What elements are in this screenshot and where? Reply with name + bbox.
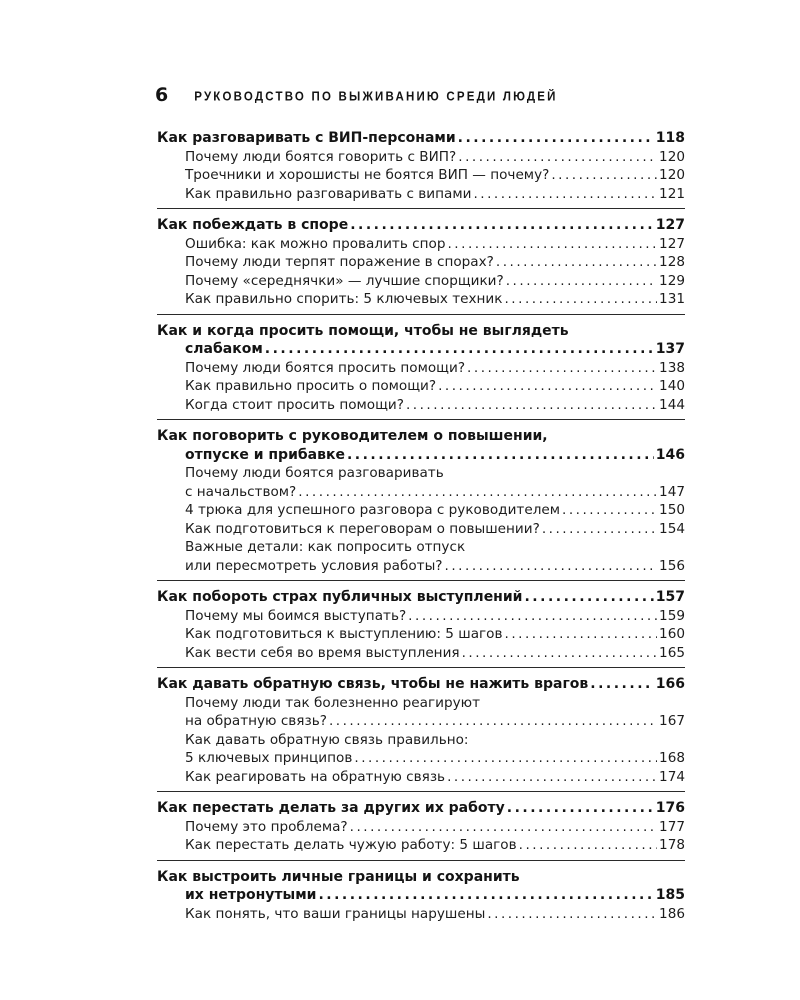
chapter-title: отпуске и прибавке (185, 446, 345, 463)
subsection-page-number: 177 (659, 818, 685, 835)
subsection-entry[interactable] (157, 520, 685, 539)
subsection-entry[interactable] (157, 557, 685, 576)
subsection-title: Когда стоит просить помощи? (185, 396, 404, 413)
subsection-page-number: 140 (659, 378, 685, 394)
chapter-entry[interactable] (157, 446, 685, 465)
subsection-title: Как понять, что ваши границы нарушены (185, 905, 486, 922)
subsection-entry[interactable] (157, 749, 685, 768)
subsection-title: Почему мы боимся выступать? (185, 607, 407, 624)
subsection-page-number: 128 (659, 254, 685, 270)
dot-leader (329, 712, 657, 731)
dot-leader (487, 905, 657, 924)
chapter-title-line: Как выстроить личные границы и сохранить (157, 868, 520, 885)
toc-section (157, 867, 685, 929)
chapter-entry[interactable] (157, 588, 685, 607)
chapter-title: Как побороть страх публичных выступлений (157, 589, 523, 605)
dot-leader (318, 886, 653, 905)
subsection-page-number: 121 (659, 185, 685, 202)
subsection-entry[interactable] (157, 235, 685, 254)
dot-leader (350, 818, 657, 837)
running-title: РУКОВОДСТВО ПО ВЫЖИВАНИЮ СРЕДИ ЛЮДЕЙ (194, 90, 558, 104)
subsection-page-number: 150 (659, 502, 685, 518)
subsection-entry[interactable] (157, 712, 685, 731)
chapter-entry[interactable] (157, 340, 685, 359)
toc-section (157, 426, 685, 581)
chapter-page-number: 166 (655, 676, 685, 692)
subsection-page-number: 174 (659, 768, 685, 785)
subsection-entry[interactable] (157, 768, 685, 787)
dot-leader (507, 799, 654, 818)
subsection-title: Как подготовиться к переговорам о повышении? (185, 520, 540, 537)
toc-section (157, 587, 685, 668)
dot-leader (350, 216, 654, 235)
chapter-entry[interactable] (157, 129, 685, 148)
subsection-entry[interactable] (157, 148, 685, 167)
subsection-title-line: Почему люди боятся разговаривать (185, 465, 444, 481)
subsection-title: Почему люди боятся говорить с ВИП? (185, 148, 457, 165)
subsection-entry[interactable] (157, 377, 685, 396)
chapter-title: Как перестать делать за других их работу (157, 800, 505, 816)
subsection-title: 5 ключевых принципов (185, 750, 353, 766)
dot-leader (590, 675, 653, 694)
dot-leader (462, 644, 657, 663)
chapter-entry[interactable] (157, 799, 685, 818)
subsection-entry[interactable] (157, 396, 685, 415)
chapter-entry[interactable] (157, 886, 685, 905)
toc-section (157, 215, 685, 315)
toc-section (157, 321, 685, 421)
subsection-title: Почему люди боятся просить помощи? (185, 359, 466, 376)
subsection-title: Как реагировать на обратную связь (185, 768, 446, 785)
subsection-title: Почему это проблема? (185, 818, 348, 835)
subsection-entry[interactable] (157, 290, 685, 309)
dot-leader (447, 235, 657, 254)
subsection-title: Как правильно спорить: 5 ключевых техник (185, 291, 503, 307)
chapter-title-line: Как и когда просить помощи, чтобы не выглядеть (157, 322, 569, 339)
subsection-entry[interactable] (157, 272, 685, 291)
subsection-page-number: 129 (659, 272, 685, 289)
dot-leader (519, 836, 657, 855)
dot-leader (354, 749, 657, 768)
subsection-entry[interactable] (157, 483, 685, 502)
subsection-title: Ошибка: как можно провалить спор (185, 235, 446, 252)
subsection-title: Как правильно разговаривать с випами (185, 185, 472, 202)
dot-leader (347, 446, 654, 465)
page-header (155, 84, 558, 106)
chapter-page-number: 176 (655, 800, 685, 816)
dot-leader (524, 588, 653, 607)
dot-leader (445, 557, 658, 576)
subsection-title: Почему люди терпят поражение в спорах? (185, 254, 494, 270)
subsection-title-line: Важные детали: как попросить отпуск (185, 539, 466, 555)
toc-section (157, 674, 685, 792)
chapter-title: слабаком (185, 341, 263, 357)
subsection-title: Почему «середнячки» — лучшие спорщики? (185, 272, 504, 289)
subsection-title: Троечники и хорошисты не боятся ВИП — почему? (185, 167, 550, 183)
subsection-page-number: 160 (659, 626, 685, 642)
dot-leader (406, 396, 657, 415)
subsection-entry[interactable] (157, 836, 685, 855)
subsection-page-number: 168 (659, 750, 685, 766)
subsection-page-number: 167 (659, 713, 685, 729)
subsection-entry[interactable] (157, 625, 685, 644)
chapter-title: их нетронутыми (185, 887, 317, 903)
subsection-page-number: 138 (659, 359, 685, 376)
chapter-entry[interactable] (157, 675, 685, 694)
subsection-title: с начальством? (185, 483, 297, 500)
subsection-title: Как вести себя во время выступления (185, 644, 460, 661)
subsection-entry[interactable] (157, 166, 685, 185)
subsection-page-number: 144 (659, 396, 685, 413)
subsection-title: Как подготовиться к выступлению: 5 шагов (185, 626, 503, 642)
subsection-entry[interactable] (157, 185, 685, 204)
chapter-page-number: 137 (655, 341, 685, 357)
chapter-page-number: 118 (655, 130, 685, 146)
dot-leader (458, 148, 657, 167)
dot-leader (562, 501, 657, 520)
subsection-title: на обратную связь? (185, 713, 327, 729)
subsection-page-number: 120 (659, 148, 685, 165)
subsection-title-line: Почему люди так болезненно реагируют (185, 694, 481, 711)
dot-leader (408, 607, 657, 626)
subsection-title: Как правильно просить о помощи? (185, 378, 437, 394)
subsection-page-number: 147 (659, 483, 685, 500)
table-of-contents (157, 128, 685, 934)
dot-leader (551, 166, 657, 185)
chapter-page-number: 185 (655, 887, 685, 903)
toc-section (157, 128, 685, 209)
subsection-entry[interactable] (157, 818, 685, 837)
subsection-page-number: 131 (659, 291, 685, 307)
dot-leader (505, 625, 658, 644)
dot-leader (265, 340, 654, 359)
chapter-page-number: 127 (655, 217, 685, 233)
subsection-page-number: 154 (659, 520, 685, 537)
chapter-page-number: 146 (655, 446, 685, 463)
subsection-page-number: 120 (659, 167, 685, 183)
dot-leader (447, 768, 657, 787)
chapter-title: Как побеждать в споре (157, 217, 349, 233)
subsection-entry[interactable] (157, 501, 685, 520)
dot-leader (467, 359, 657, 378)
subsection-entry[interactable] (157, 359, 685, 378)
page-number: 6 (155, 84, 169, 106)
subsection-page-number: 159 (659, 607, 685, 624)
dot-leader (506, 272, 657, 291)
subsection-title-line: Как давать обратную связь правильно: (185, 731, 469, 748)
subsection-title: Как перестать делать чужую работу: 5 шагов (185, 837, 517, 853)
dot-leader (542, 520, 657, 539)
dot-leader (298, 483, 657, 502)
subsection-page-number: 178 (659, 837, 685, 853)
dot-leader (458, 129, 654, 148)
subsection-page-number: 165 (659, 644, 685, 661)
subsection-entry[interactable] (157, 905, 685, 924)
toc-section (157, 798, 685, 861)
subsection-title: или пересмотреть условия работы? (185, 557, 443, 574)
subsection-page-number: 156 (659, 557, 685, 574)
chapter-title-line: Как поговорить с руководителем о повышении, (157, 428, 548, 444)
dot-leader (438, 377, 657, 396)
subsection-page-number: 127 (659, 235, 685, 252)
subsection-page-number: 186 (659, 905, 685, 922)
dot-leader (496, 253, 657, 272)
dot-leader (504, 290, 657, 309)
chapter-entry[interactable] (157, 216, 685, 235)
chapter-page-number: 157 (655, 589, 685, 605)
subsection-entry[interactable] (157, 644, 685, 663)
chapter-title: Как разговаривать с ВИП-персонами (157, 130, 456, 146)
subsection-entry[interactable] (157, 607, 685, 626)
subsection-entry[interactable] (157, 253, 685, 272)
chapter-title: Как давать обратную связь, чтобы не нажить врагов (157, 676, 589, 692)
subsection-title: 4 трюка для успешного разговора с руководителем (185, 502, 561, 518)
dot-leader (473, 185, 657, 204)
